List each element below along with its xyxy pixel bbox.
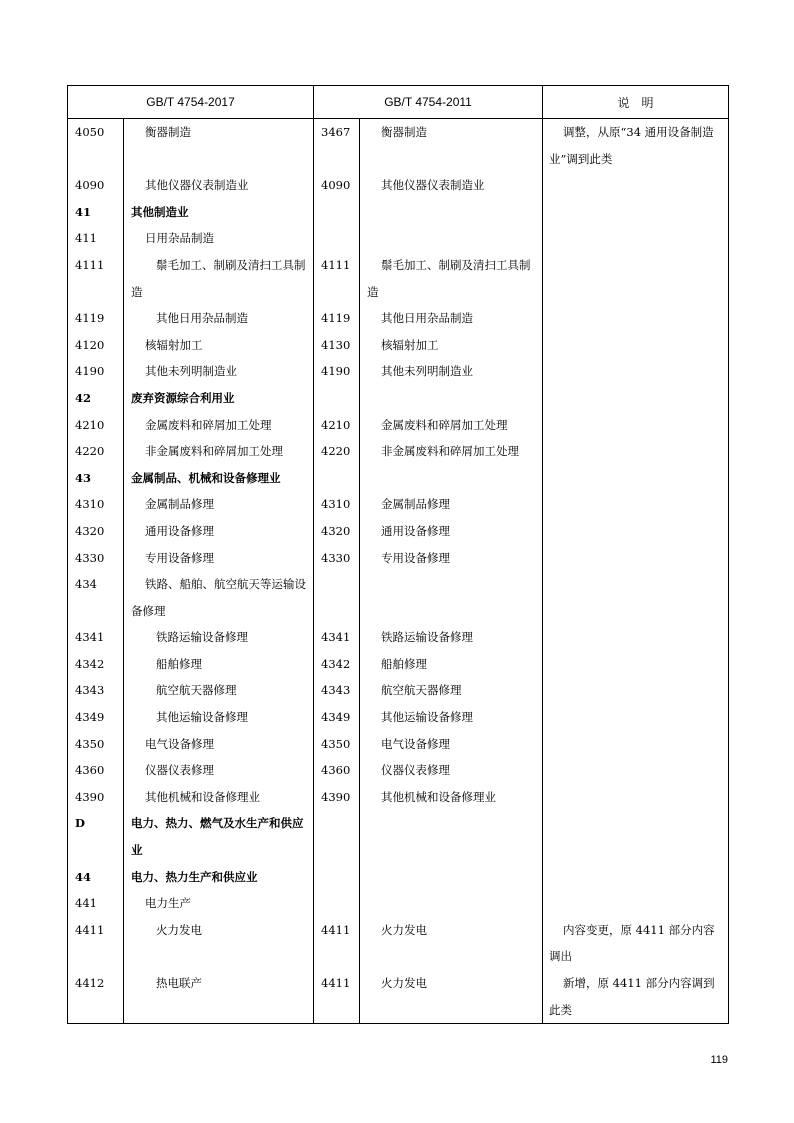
code-2011: [314, 864, 360, 891]
code-2017: D: [68, 810, 124, 863]
code-2017: 4342: [68, 651, 124, 678]
name-2011: [360, 810, 543, 863]
name-2011: 铁路运输设备修理: [360, 624, 543, 651]
note-text: [543, 864, 729, 891]
name-2011: 电气设备修理: [360, 731, 543, 758]
name-2017: 热电联产: [124, 970, 314, 1024]
name-2011: 航空航天器修理: [360, 677, 543, 704]
code-2017: 44: [68, 864, 124, 891]
name-2011: 其他机械和设备修理业: [360, 784, 543, 811]
code-2011: 4111: [314, 252, 360, 305]
code-2017: 4111: [68, 252, 124, 305]
code-2017: 441: [68, 890, 124, 917]
code-2011: [314, 890, 360, 917]
table-row: [68, 225, 729, 252]
code-2011: 4349: [314, 704, 360, 731]
code-2017: 434: [68, 571, 124, 624]
name-2011: 金属废料和碎屑加工处理: [360, 412, 543, 439]
name-2011: 鬃毛加工、制刷及清扫工具制造: [360, 252, 543, 305]
note-text: [543, 491, 729, 518]
code-2017: 4220: [68, 438, 124, 465]
code-2011: 3467: [314, 119, 360, 173]
name-2011: 其他未列明制造业: [360, 358, 543, 385]
name-2017: 日用杂品制造: [124, 225, 314, 252]
table-row: [68, 890, 729, 917]
table-row: [68, 704, 729, 731]
table-row: [68, 864, 729, 891]
name-2017: 核辐射加工: [124, 332, 314, 359]
code-2011: 4190: [314, 358, 360, 385]
code-2011: 4360: [314, 757, 360, 784]
name-2017: 电力、热力生产和供应业: [124, 864, 314, 891]
code-2017: 4411: [68, 917, 124, 970]
name-2011: 仪器仪表修理: [360, 757, 543, 784]
header-note: 说 明: [543, 86, 729, 119]
code-2011: 4119: [314, 305, 360, 332]
name-2011: 船舶修理: [360, 651, 543, 678]
code-2017: 4310: [68, 491, 124, 518]
code-2017: 4330: [68, 545, 124, 572]
code-2011: 4343: [314, 677, 360, 704]
table-row: [68, 970, 729, 1024]
name-2011: [360, 571, 543, 624]
table-row: [68, 465, 729, 492]
table-row: [68, 624, 729, 651]
name-2017: 非金属废料和碎屑加工处理: [124, 438, 314, 465]
note-text: [543, 651, 729, 678]
name-2011: [360, 864, 543, 891]
note-text: [543, 438, 729, 465]
code-2011: [314, 571, 360, 624]
code-2017: 411: [68, 225, 124, 252]
code-2011: [314, 225, 360, 252]
code-2017: 4210: [68, 412, 124, 439]
name-2011: [360, 385, 543, 412]
name-2017: 鬃毛加工、制刷及清扫工具制造: [124, 252, 314, 305]
note-text: 调整，从原“34 通用设备制造业”调到此类: [543, 119, 729, 173]
header-gbt-2011: GB/T 4754-2011: [314, 86, 543, 119]
code-2017: 43: [68, 465, 124, 492]
name-2017: 其他日用杂品制造: [124, 305, 314, 332]
table-row: [68, 252, 729, 305]
note-text: [543, 305, 729, 332]
name-2011: 其他日用杂品制造: [360, 305, 543, 332]
code-2011: [314, 810, 360, 863]
name-2017: 航空航天器修理: [124, 677, 314, 704]
name-2011: 通用设备修理: [360, 518, 543, 545]
note-text: [543, 624, 729, 651]
name-2017: 电力、热力、燃气及水生产和供应业: [124, 810, 314, 863]
name-2017: 其他制造业: [124, 199, 314, 226]
table-row: [68, 172, 729, 199]
code-2017: 4350: [68, 731, 124, 758]
code-2017: 4390: [68, 784, 124, 811]
note-text: [543, 412, 729, 439]
note-text: [543, 677, 729, 704]
code-2011: 4330: [314, 545, 360, 572]
note-text: [543, 704, 729, 731]
code-2017: 4120: [68, 332, 124, 359]
code-2017: 42: [68, 385, 124, 412]
code-2011: [314, 199, 360, 226]
name-2017: 专用设备修理: [124, 545, 314, 572]
name-2017: 衡器制造: [124, 119, 314, 173]
table-row: [68, 545, 729, 572]
name-2017: 其他未列明制造业: [124, 358, 314, 385]
note-text: [543, 199, 729, 226]
code-2017: 4412: [68, 970, 124, 1024]
code-2017: 4343: [68, 677, 124, 704]
name-2017: 其他机械和设备修理业: [124, 784, 314, 811]
table-row: [68, 731, 729, 758]
note-text: [543, 890, 729, 917]
note-text: [543, 252, 729, 305]
note-text: [543, 731, 729, 758]
name-2017: 火力发电: [124, 917, 314, 970]
code-2017: 4119: [68, 305, 124, 332]
code-2011: 4210: [314, 412, 360, 439]
classification-comparison-table: [67, 85, 729, 1024]
code-2011: 4390: [314, 784, 360, 811]
name-2011: 其他仪器仪表制造业: [360, 172, 543, 199]
note-text: [543, 571, 729, 624]
table-row: [68, 917, 729, 970]
note-text: 新增，原 4411 部分内容调到此类: [543, 970, 729, 1024]
name-2011: 火力发电: [360, 970, 543, 1024]
table-row: [68, 358, 729, 385]
code-2017: 4050: [68, 119, 124, 173]
name-2011: 非金属废料和碎屑加工处理: [360, 438, 543, 465]
note-text: [543, 465, 729, 492]
name-2011: 核辐射加工: [360, 332, 543, 359]
code-2017: 4090: [68, 172, 124, 199]
name-2011: 金属制品修理: [360, 491, 543, 518]
name-2017: 通用设备修理: [124, 518, 314, 545]
name-2017: 铁路运输设备修理: [124, 624, 314, 651]
code-2011: 4320: [314, 518, 360, 545]
note-text: [543, 545, 729, 572]
table-row: [68, 199, 729, 226]
code-2017: 4360: [68, 757, 124, 784]
name-2017: 金属制品、机械和设备修理业: [124, 465, 314, 492]
note-text: [543, 358, 729, 385]
code-2017: 4320: [68, 518, 124, 545]
code-2011: 4220: [314, 438, 360, 465]
code-2011: 4411: [314, 917, 360, 970]
name-2011: 火力发电: [360, 917, 543, 970]
name-2017: 电力生产: [124, 890, 314, 917]
name-2011: [360, 890, 543, 917]
note-text: [543, 810, 729, 863]
name-2017: 仪器仪表修理: [124, 757, 314, 784]
page-number: 119: [710, 1054, 728, 1066]
note-text: [543, 757, 729, 784]
code-2011: 4411: [314, 970, 360, 1024]
table-header-row: [68, 86, 729, 119]
code-2011: 4350: [314, 731, 360, 758]
table-row: [68, 438, 729, 465]
name-2017: 其他仪器仪表制造业: [124, 172, 314, 199]
code-2017: 4190: [68, 358, 124, 385]
table-row: [68, 784, 729, 811]
code-2017: 4349: [68, 704, 124, 731]
header-gbt-2017: GB/T 4754-2017: [68, 86, 314, 119]
name-2011: 衡器制造: [360, 119, 543, 173]
table-row: [68, 412, 729, 439]
name-2017: 电气设备修理: [124, 731, 314, 758]
name-2017: 其他运输设备修理: [124, 704, 314, 731]
name-2011: 专用设备修理: [360, 545, 543, 572]
note-text: [543, 518, 729, 545]
table-body: [68, 119, 729, 1024]
name-2011: [360, 465, 543, 492]
code-2011: 4341: [314, 624, 360, 651]
code-2011: 4090: [314, 172, 360, 199]
code-2011: [314, 385, 360, 412]
table-row: [68, 305, 729, 332]
name-2017: 废弃资源综合利用业: [124, 385, 314, 412]
name-2017: 金属废料和碎屑加工处理: [124, 412, 314, 439]
note-text: [543, 225, 729, 252]
table-row: [68, 332, 729, 359]
note-text: 内容变更，原 4411 部分内容调出: [543, 917, 729, 970]
code-2017: 41: [68, 199, 124, 226]
table-row: [68, 651, 729, 678]
name-2011: [360, 199, 543, 226]
note-text: [543, 385, 729, 412]
table-row: [68, 385, 729, 412]
table-row: [68, 810, 729, 863]
table-row: [68, 677, 729, 704]
name-2017: 金属制品修理: [124, 491, 314, 518]
code-2011: [314, 465, 360, 492]
name-2011: 其他运输设备修理: [360, 704, 543, 731]
code-2011: 4130: [314, 332, 360, 359]
code-2011: 4310: [314, 491, 360, 518]
note-text: [543, 784, 729, 811]
note-text: [543, 332, 729, 359]
name-2017: 铁路、船舶、航空航天等运输设备修理: [124, 571, 314, 624]
code-2017: 4341: [68, 624, 124, 651]
name-2017: 船舶修理: [124, 651, 314, 678]
name-2011: [360, 225, 543, 252]
table-row: [68, 491, 729, 518]
table-row: [68, 518, 729, 545]
code-2011: 4342: [314, 651, 360, 678]
table-row: [68, 119, 729, 173]
table-row: [68, 571, 729, 624]
note-text: [543, 172, 729, 199]
table-row: [68, 757, 729, 784]
